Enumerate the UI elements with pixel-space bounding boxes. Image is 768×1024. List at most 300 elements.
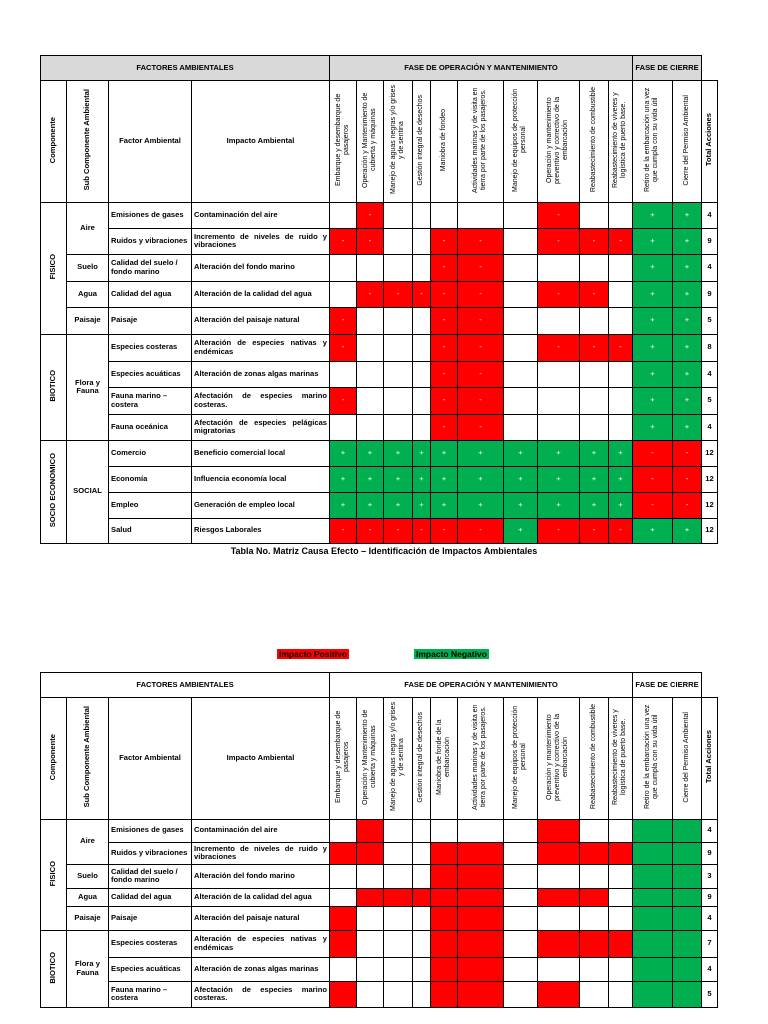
- impact-cell: [413, 307, 431, 334]
- impact-cell: [413, 254, 431, 281]
- impact-cell: [458, 981, 504, 1007]
- table-row: [41, 930, 718, 957]
- subcomponent-social: SOCIAL: [67, 440, 109, 543]
- impact-cell: +: [609, 440, 633, 466]
- impact-cell: [580, 957, 609, 981]
- impacto-ambiental-cell: Influencia economía local: [192, 466, 330, 492]
- impact-cell: [384, 888, 413, 906]
- impacto-ambiental-cell: Alteración del fondo marino: [192, 864, 330, 888]
- factor-ambiental-cell: Ruidos y vibraciones: [109, 842, 192, 864]
- impact-cell: -: [458, 307, 504, 334]
- legend-impacto-positivo: Impacto Positivo: [279, 649, 348, 659]
- impact-cell: [413, 361, 431, 387]
- impact-cell: +: [580, 440, 609, 466]
- header-fase-cierre: FASE DE CIERRE: [633, 673, 702, 698]
- total-acciones-cell: 7: [702, 930, 718, 957]
- impact-cell: -: [538, 228, 580, 254]
- header-fase-cierre: FASE DE CIERRE: [633, 56, 702, 81]
- impact-cell: +: [330, 466, 357, 492]
- impact-cell: [580, 361, 609, 387]
- subcomponent-paisaje: Paisaje: [67, 307, 109, 334]
- header-action: Actividades marinas y de visita en tierra por parte de los pasajeros.: [458, 81, 504, 203]
- impact-cell: [609, 930, 633, 957]
- impact-cell: [538, 864, 580, 888]
- total-acciones-cell: 5: [702, 387, 718, 414]
- impact-cell: +: [504, 492, 538, 518]
- total-acciones-cell: 9: [702, 842, 718, 864]
- header-action: Gestión integral de desechos: [413, 81, 431, 203]
- impact-cell: [384, 842, 413, 864]
- impact-cell: [330, 864, 357, 888]
- header-action: Actividades marinas y de visita en tierra por parte de los pasajeros.: [458, 698, 504, 820]
- table-row: [41, 957, 718, 981]
- impact-cell: +: [633, 518, 673, 543]
- impact-cell: [538, 842, 580, 864]
- impact-cell: [357, 864, 384, 888]
- table-row: [41, 414, 718, 440]
- impact-cell: [538, 981, 580, 1007]
- subcomponent-flora-fauna: Flora y Fauna: [67, 334, 109, 440]
- impact-cell: [538, 307, 580, 334]
- impact-cell: -: [609, 334, 633, 361]
- impact-cell: +: [413, 492, 431, 518]
- impact-cell: [330, 819, 357, 842]
- impact-cell: [330, 202, 357, 228]
- impact-cell: [413, 930, 431, 957]
- total-acciones-cell: 4: [702, 254, 718, 281]
- impact-cell: +: [609, 466, 633, 492]
- impact-cell: [609, 254, 633, 281]
- impact-cell: [609, 281, 633, 307]
- table-row: [41, 888, 718, 906]
- header-action: Retiro de la embarcación una vez que cumpla con su vida útil: [633, 698, 673, 820]
- impact-cell: [609, 387, 633, 414]
- impact-cell: [384, 864, 413, 888]
- impacto-ambiental-cell: Alteración del fondo marino: [192, 254, 330, 281]
- impact-cell: [673, 930, 702, 957]
- impact-cell: -: [330, 387, 357, 414]
- component-biotico: BIOTICO: [41, 930, 67, 1007]
- impacto-ambiental-cell: Contaminación del aire: [192, 202, 330, 228]
- header-action: Manejo de aguas negras y/o grises y de sentina: [384, 698, 413, 820]
- impact-cell: [504, 906, 538, 930]
- impact-cell: [431, 842, 458, 864]
- impact-cell: [633, 888, 673, 906]
- impact-cell: -: [458, 334, 504, 361]
- impact-cell: [580, 906, 609, 930]
- component-socio-economico: SOCIO ECONOMICO: [41, 440, 67, 543]
- impact-cell: [330, 906, 357, 930]
- header-action: Maniobra de fonde de la embarcación: [431, 698, 458, 820]
- impact-cell: -: [330, 518, 357, 543]
- impact-cell: +: [357, 492, 384, 518]
- impact-cell: [580, 888, 609, 906]
- table-row: [41, 281, 718, 307]
- impact-cell: +: [673, 414, 702, 440]
- impact-cell: -: [609, 518, 633, 543]
- impact-cell: [413, 981, 431, 1007]
- header-action: Gestión integral de desechos: [413, 698, 431, 820]
- impact-cell: +: [413, 440, 431, 466]
- impact-cell: +: [673, 518, 702, 543]
- header-factor-ambiental: Factor Ambiental: [109, 698, 192, 820]
- subcomponent-suelo: Suelo: [67, 254, 109, 281]
- impact-cell: [673, 864, 702, 888]
- impact-cell: [413, 957, 431, 981]
- impact-cell: [673, 906, 702, 930]
- impact-cell: [538, 361, 580, 387]
- impact-cell: -: [458, 228, 504, 254]
- header-action: Manejo de equipos de protección personal: [504, 81, 538, 203]
- impact-cell: [384, 906, 413, 930]
- impact-cell: [609, 864, 633, 888]
- table-row: [41, 906, 718, 930]
- impact-cell: [413, 906, 431, 930]
- total-acciones-cell: 4: [702, 414, 718, 440]
- impacto-ambiental-cell: Alteración de la calidad del agua: [192, 281, 330, 307]
- total-acciones-cell: 9: [702, 888, 718, 906]
- factor-ambiental-cell: Especies acuáticas: [109, 957, 192, 981]
- header-factor-ambiental: Factor Ambiental: [109, 81, 192, 203]
- impact-cell: [357, 957, 384, 981]
- impact-cell: +: [673, 202, 702, 228]
- total-acciones-cell: 12: [702, 440, 718, 466]
- impact-cell: +: [357, 440, 384, 466]
- subcomponent-aire: Aire: [67, 202, 109, 254]
- impact-cell: -: [538, 518, 580, 543]
- factor-ambiental-cell: Empleo: [109, 492, 192, 518]
- impact-cell: -: [357, 228, 384, 254]
- impact-cell: -: [458, 414, 504, 440]
- impact-cell: [330, 930, 357, 957]
- table-row: [41, 842, 718, 864]
- header-componente: Componente: [41, 698, 67, 820]
- table-row: [41, 466, 718, 492]
- impact-cell: -: [431, 228, 458, 254]
- impact-cell: [538, 414, 580, 440]
- header-action: Maniobra de fondeo: [431, 81, 458, 203]
- impact-cell: [384, 981, 413, 1007]
- factor-ambiental-cell: Especies costeras: [109, 334, 192, 361]
- impact-cell: [357, 254, 384, 281]
- total-acciones-cell: 4: [702, 361, 718, 387]
- header-factores: FACTORES AMBIENTALES: [41, 673, 330, 698]
- impact-cell: [413, 414, 431, 440]
- subcomponent-agua: Agua: [67, 888, 109, 906]
- impact-cell: [504, 387, 538, 414]
- subcomponent-suelo: Suelo: [67, 864, 109, 888]
- factor-ambiental-cell: Paisaje: [109, 906, 192, 930]
- impacto-ambiental-cell: Alteración de especies nativas y endémicas: [192, 930, 330, 957]
- impact-cell: [431, 819, 458, 842]
- impact-cell: [384, 387, 413, 414]
- impact-cell: [413, 819, 431, 842]
- impact-cell: [504, 842, 538, 864]
- header-fase-operacion: FASE DE OPERACIÓN Y MANTENIMIENTO: [330, 56, 633, 81]
- factor-ambiental-cell: Calidad del agua: [109, 888, 192, 906]
- impact-cell: +: [384, 492, 413, 518]
- factor-ambiental-cell: Salud: [109, 518, 192, 543]
- header-total-acciones: Total Acciones: [702, 81, 718, 203]
- impact-cell: [330, 842, 357, 864]
- impact-cell: -: [357, 518, 384, 543]
- impact-cell: +: [431, 466, 458, 492]
- impact-cell: [580, 254, 609, 281]
- impact-cell: [538, 888, 580, 906]
- impact-cell: +: [580, 466, 609, 492]
- impact-cell: [384, 414, 413, 440]
- impact-cell: [384, 957, 413, 981]
- impact-cell: [609, 414, 633, 440]
- impact-cell: [504, 202, 538, 228]
- factor-ambiental-cell: Emisiones de gases: [109, 819, 192, 842]
- table-row: [41, 492, 718, 518]
- impact-cell: -: [431, 281, 458, 307]
- impact-cell: -: [458, 361, 504, 387]
- impact-cell: [633, 930, 673, 957]
- impact-cell: [357, 981, 384, 1007]
- total-acciones-cell: 12: [702, 466, 718, 492]
- impact-cell: [431, 957, 458, 981]
- impact-cell: [504, 888, 538, 906]
- impact-cell: [609, 361, 633, 387]
- impact-cell: [504, 334, 538, 361]
- impact-cell: +: [673, 254, 702, 281]
- impact-cell: [330, 281, 357, 307]
- impacto-ambiental-cell: Beneficio comercial local: [192, 440, 330, 466]
- impacto-ambiental-cell: Afectación de especies pelágicas migratorias: [192, 414, 330, 440]
- table-row: [41, 981, 718, 1007]
- legend-impacto-negativo: Impacto Negativo: [416, 649, 487, 659]
- impact-cell: [357, 842, 384, 864]
- subcomponent-agua: Agua: [67, 281, 109, 307]
- impact-cell: -: [458, 254, 504, 281]
- impact-cell: [609, 202, 633, 228]
- impact-cell: +: [673, 228, 702, 254]
- impact-cell: +: [633, 414, 673, 440]
- total-acciones-cell: 9: [702, 228, 718, 254]
- impact-cell: [504, 281, 538, 307]
- header-impacto-ambiental: Impacto Ambiental: [192, 81, 330, 203]
- impact-cell: [609, 307, 633, 334]
- impact-cell: -: [357, 202, 384, 228]
- impact-cell: -: [431, 254, 458, 281]
- impact-cell: [504, 414, 538, 440]
- impact-cell: -: [431, 414, 458, 440]
- impact-cell: +: [504, 466, 538, 492]
- impact-cell: [431, 864, 458, 888]
- impact-cell: [384, 334, 413, 361]
- impact-cell: [357, 334, 384, 361]
- header-action: Operación y Mantenimiento de cubierta y máquinas: [357, 81, 384, 203]
- total-acciones-cell: 4: [702, 202, 718, 228]
- impact-cell: -: [538, 281, 580, 307]
- impact-cell: [330, 254, 357, 281]
- impact-cell: +: [633, 254, 673, 281]
- impact-cell: -: [673, 466, 702, 492]
- impacto-ambiental-cell: Riesgos Laborales: [192, 518, 330, 543]
- impact-cell: -: [580, 334, 609, 361]
- impact-cell: [580, 842, 609, 864]
- impact-cell: [384, 254, 413, 281]
- impact-cell: [357, 819, 384, 842]
- impact-cell: [330, 981, 357, 1007]
- table-row: [41, 254, 718, 281]
- impact-cell: -: [384, 281, 413, 307]
- impact-cell: [357, 387, 384, 414]
- impact-cell: +: [673, 307, 702, 334]
- impact-cell: +: [633, 202, 673, 228]
- impact-cell: [357, 888, 384, 906]
- total-acciones-cell: 3: [702, 864, 718, 888]
- matrix-body-2: [41, 819, 718, 1007]
- impact-cell: +: [609, 492, 633, 518]
- factor-ambiental-cell: Paisaje: [109, 307, 192, 334]
- impact-cell: +: [633, 361, 673, 387]
- impact-cell: [538, 957, 580, 981]
- total-acciones-cell: 12: [702, 518, 718, 543]
- impact-cell: +: [580, 492, 609, 518]
- header-componente: Componente: [41, 81, 67, 203]
- impact-cell: -: [673, 440, 702, 466]
- impact-cell: +: [458, 440, 504, 466]
- header-action: Operación y mantenimiento preventivo y correctivo de la embarcación: [538, 81, 580, 203]
- header-action: Reabastecimiento de combustible: [580, 698, 609, 820]
- impact-cell: [633, 981, 673, 1007]
- impact-cell: [609, 888, 633, 906]
- impact-cell: [384, 202, 413, 228]
- impact-cell: [609, 819, 633, 842]
- impact-cell: [538, 254, 580, 281]
- table-row: [41, 440, 718, 466]
- impact-cell: -: [580, 228, 609, 254]
- impacto-ambiental-cell: Alteración del paisaje natural: [192, 307, 330, 334]
- factor-ambiental-cell: Calidad del agua: [109, 281, 192, 307]
- impact-cell: [633, 906, 673, 930]
- impact-cell: [609, 981, 633, 1007]
- header-action: Reabastecimiento de víveres y logística de puerto base.: [609, 698, 633, 820]
- table-caption: Tabla No. Matriz Causa Efecto – Identificación de Impactos Ambientales: [230, 546, 538, 556]
- total-acciones-cell: 5: [702, 981, 718, 1007]
- impact-cell: -: [431, 518, 458, 543]
- impact-cell: [633, 864, 673, 888]
- impact-cell: +: [384, 466, 413, 492]
- header-impacto-ambiental: Impacto Ambiental: [192, 698, 330, 820]
- factor-ambiental-cell: Comercio: [109, 440, 192, 466]
- impact-cell: +: [357, 466, 384, 492]
- impact-cell: [458, 930, 504, 957]
- impact-cell: [504, 864, 538, 888]
- impact-cell: [580, 819, 609, 842]
- impact-cell: [413, 334, 431, 361]
- impact-cell: +: [413, 466, 431, 492]
- impact-cell: [538, 930, 580, 957]
- header-action: Manejo de aguas negras y/o grises y de sentina: [384, 81, 413, 203]
- table-row: [41, 387, 718, 414]
- impact-cell: [413, 864, 431, 888]
- factor-ambiental-cell: Fauna marino – costera: [109, 387, 192, 414]
- impact-cell: [413, 888, 431, 906]
- impact-cell: [504, 361, 538, 387]
- table-row: [41, 361, 718, 387]
- header-sub-componente: Sub Componente Ambiental: [67, 81, 109, 203]
- component-fisico: FISICO: [41, 819, 67, 930]
- impact-cell: [673, 842, 702, 864]
- impact-cell: [413, 228, 431, 254]
- impact-cell: -: [633, 466, 673, 492]
- impacto-ambiental-cell: Alteración de zonas algas marinas: [192, 957, 330, 981]
- impact-cell: [431, 930, 458, 957]
- impact-cell: +: [431, 492, 458, 518]
- impact-matrix-table-2: [40, 672, 718, 1008]
- total-acciones-cell: 4: [702, 957, 718, 981]
- impact-cell: -: [431, 307, 458, 334]
- factor-ambiental-cell: Ruidos y vibraciones: [109, 228, 192, 254]
- table-row: [41, 819, 718, 842]
- impact-cell: +: [458, 492, 504, 518]
- impact-cell: +: [384, 440, 413, 466]
- impact-cell: +: [504, 440, 538, 466]
- impact-cell: -: [580, 281, 609, 307]
- impact-cell: [431, 888, 458, 906]
- impact-cell: [609, 906, 633, 930]
- impact-cell: [538, 906, 580, 930]
- header-action: Embarque y desembarque de pasajeros: [330, 698, 357, 820]
- impact-cell: -: [330, 228, 357, 254]
- component-fisico: FISICO: [41, 202, 67, 334]
- impact-cell: [413, 387, 431, 414]
- impact-cell: -: [673, 492, 702, 518]
- component-biotico: BIOTICO: [41, 334, 67, 440]
- table-row: [41, 307, 718, 334]
- impact-cell: [580, 387, 609, 414]
- impact-cell: [330, 361, 357, 387]
- impact-cell: [431, 906, 458, 930]
- impact-cell: [458, 842, 504, 864]
- impacto-ambiental-cell: Alteración del paisaje natural: [192, 906, 330, 930]
- impact-cell: [580, 307, 609, 334]
- impact-cell: [357, 906, 384, 930]
- impact-cell: +: [673, 334, 702, 361]
- impact-cell: [357, 307, 384, 334]
- factor-ambiental-cell: Emisiones de gases: [109, 202, 192, 228]
- factor-ambiental-cell: Especies costeras: [109, 930, 192, 957]
- impact-cell: -: [609, 228, 633, 254]
- impact-cell: [458, 819, 504, 842]
- header-action: Cierre del Permiso Ambiental: [673, 81, 702, 203]
- impact-cell: -: [633, 492, 673, 518]
- impact-cell: [504, 228, 538, 254]
- impacto-ambiental-cell: Generación de empleo local: [192, 492, 330, 518]
- impact-cell: -: [413, 281, 431, 307]
- total-acciones-cell: 5: [702, 307, 718, 334]
- impact-cell: +: [633, 387, 673, 414]
- impact-cell: [633, 957, 673, 981]
- header-total-acciones: Total Acciones: [702, 698, 718, 820]
- impact-cell: +: [673, 281, 702, 307]
- impact-cell: [580, 414, 609, 440]
- impacto-ambiental-cell: Incremento de niveles de ruido y vibraciones: [192, 842, 330, 864]
- table-row: [41, 864, 718, 888]
- impact-cell: [458, 202, 504, 228]
- impact-cell: [458, 888, 504, 906]
- header-action: Reabastecimiento de combustible: [580, 81, 609, 203]
- factor-ambiental-cell: Calidad del suelo / fondo marino: [109, 254, 192, 281]
- total-acciones-cell: 4: [702, 819, 718, 842]
- subcomponent-flora-fauna: Flora y Fauna: [67, 930, 109, 1007]
- impact-cell: [673, 819, 702, 842]
- table-row: [41, 202, 718, 228]
